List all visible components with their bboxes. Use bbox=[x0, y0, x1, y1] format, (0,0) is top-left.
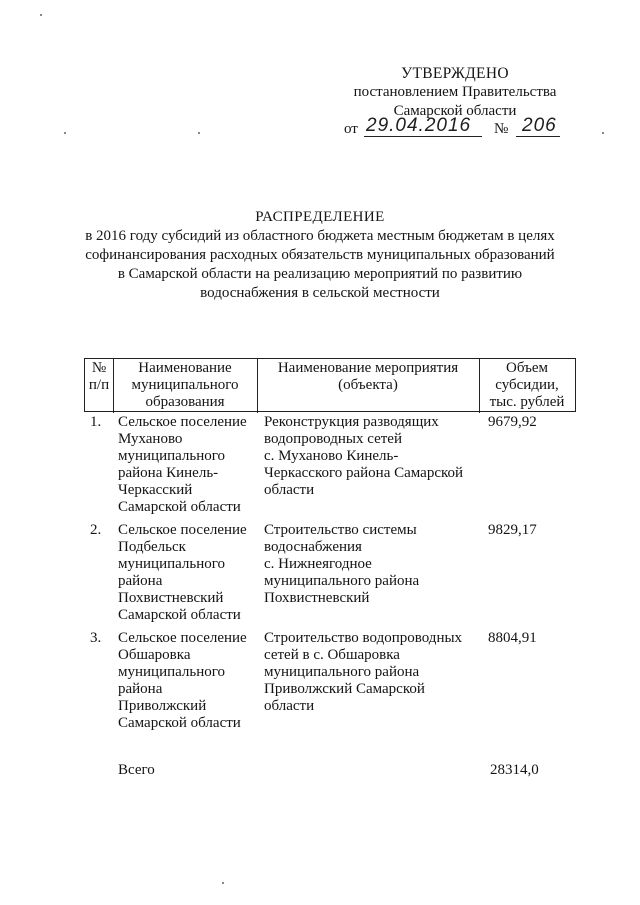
municipality-line: Приволжский bbox=[118, 698, 207, 714]
table-header bbox=[84, 358, 576, 412]
header-amount-line: субсидии, bbox=[495, 377, 559, 393]
object-line: Приволжский Самарской bbox=[264, 681, 425, 697]
object-line: водопроводных сетей bbox=[264, 431, 402, 447]
scan-speck bbox=[222, 882, 224, 884]
object-line: области bbox=[264, 482, 315, 498]
scan-speck bbox=[602, 132, 604, 134]
header-municipality bbox=[113, 359, 257, 413]
row-number: 3. bbox=[90, 630, 102, 646]
header-municipality-line: муниципального bbox=[131, 377, 239, 393]
object-line: муниципального района bbox=[264, 664, 420, 680]
row-number: 2. bbox=[90, 522, 102, 538]
row-number: 1. bbox=[90, 414, 102, 430]
title-line-2: софинансирования расходных обязательств муниципальных образований bbox=[85, 247, 555, 263]
row-amount: 8804,91 bbox=[488, 630, 537, 646]
header-object-line: (объекта) bbox=[338, 377, 398, 393]
municipality-line: Самарской области bbox=[118, 607, 241, 623]
object-line: водоснабжения bbox=[264, 539, 362, 555]
municipality-line: Сельское поселение bbox=[118, 414, 247, 430]
object-line: муниципального района bbox=[264, 573, 420, 589]
row-amount: 9829,17 bbox=[488, 522, 537, 538]
date-prefix: от bbox=[344, 121, 358, 137]
header-amount bbox=[479, 359, 575, 413]
object-line: Черкасского района Самарской bbox=[264, 465, 464, 481]
scan-speck bbox=[198, 132, 200, 134]
document-heading: РАСПРЕДЕЛЕНИЕ bbox=[255, 209, 385, 225]
object-line: Похвистневский bbox=[264, 590, 370, 606]
object-line: области bbox=[264, 698, 315, 714]
approval-line-1: постановлением Правительства bbox=[353, 84, 557, 100]
header-municipality-line: образования bbox=[145, 394, 225, 410]
header-municipality-line: Наименование bbox=[138, 360, 232, 376]
object-line: с. Нижнеягодное bbox=[264, 556, 372, 572]
header-num bbox=[85, 359, 113, 413]
municipality-line: Черкасский bbox=[118, 482, 193, 498]
row-municipality bbox=[118, 522, 258, 624]
row-object bbox=[264, 630, 479, 715]
header-object bbox=[257, 359, 479, 413]
row-municipality bbox=[118, 414, 258, 516]
approval-line-2: Самарской области bbox=[393, 103, 517, 119]
municipality-line: Похвистневский bbox=[118, 590, 224, 606]
header-amount-line: тыс. рублей bbox=[489, 394, 565, 410]
scan-speck bbox=[64, 132, 66, 134]
municipality-line: муниципального bbox=[118, 448, 226, 464]
municipality-line: муниципального bbox=[118, 664, 226, 680]
row-object bbox=[264, 522, 479, 607]
row-object bbox=[264, 414, 479, 499]
approval-date-line bbox=[330, 115, 580, 140]
object-line: Строительство системы bbox=[264, 522, 417, 538]
municipality-line: Сельское поселение bbox=[118, 522, 247, 538]
header-object-line: Наименование мероприятия bbox=[277, 360, 459, 376]
header-num-line: п/п bbox=[88, 377, 110, 393]
municipality-line: района bbox=[118, 573, 163, 589]
approval-block bbox=[330, 64, 580, 137]
header-amount-line: Объем bbox=[506, 360, 548, 376]
object-line: Строительство водопроводных bbox=[264, 630, 463, 646]
handwritten-date: 29.04.2016 bbox=[366, 115, 472, 136]
number-prefix: № bbox=[494, 121, 509, 137]
number-underline bbox=[516, 136, 560, 137]
municipality-line: Подбельск bbox=[118, 539, 186, 555]
document-title bbox=[60, 208, 580, 303]
object-line: Реконструкция разводящих bbox=[264, 414, 439, 430]
municipality-line: муниципального bbox=[118, 556, 226, 572]
total-value: 28314,0 bbox=[490, 762, 539, 778]
municipality-line: Сельское поселение bbox=[118, 630, 247, 646]
municipality-line: Обшаровка bbox=[118, 647, 191, 663]
municipality-line: Муханово bbox=[118, 431, 183, 447]
title-line-1: в 2016 году субсидий из областного бюджета местным бюджетам в целях bbox=[85, 228, 555, 244]
row-amount: 9679,92 bbox=[488, 414, 537, 430]
municipality-line: района Кинель- bbox=[118, 465, 219, 481]
approval-title: УТВЕРЖДЕНО bbox=[401, 65, 509, 82]
row-municipality bbox=[118, 630, 258, 732]
title-line-4: водоснабжения в сельской местности bbox=[200, 285, 440, 301]
total-label: Всего bbox=[118, 762, 155, 778]
municipality-line: района bbox=[118, 681, 163, 697]
header-num-line: № bbox=[91, 360, 107, 376]
handwritten-number: 206 bbox=[522, 115, 557, 136]
date-underline bbox=[364, 136, 482, 137]
municipality-line: Самарской области bbox=[118, 715, 241, 731]
title-line-3: в Самарской области на реализацию мероприятий по развитию bbox=[117, 266, 523, 282]
municipality-line: Самарской области bbox=[118, 499, 241, 515]
object-line: сетей в с. Обшаровка bbox=[264, 647, 400, 663]
scan-speck bbox=[40, 14, 42, 16]
object-line: с. Муханово Кинель- bbox=[264, 448, 399, 464]
